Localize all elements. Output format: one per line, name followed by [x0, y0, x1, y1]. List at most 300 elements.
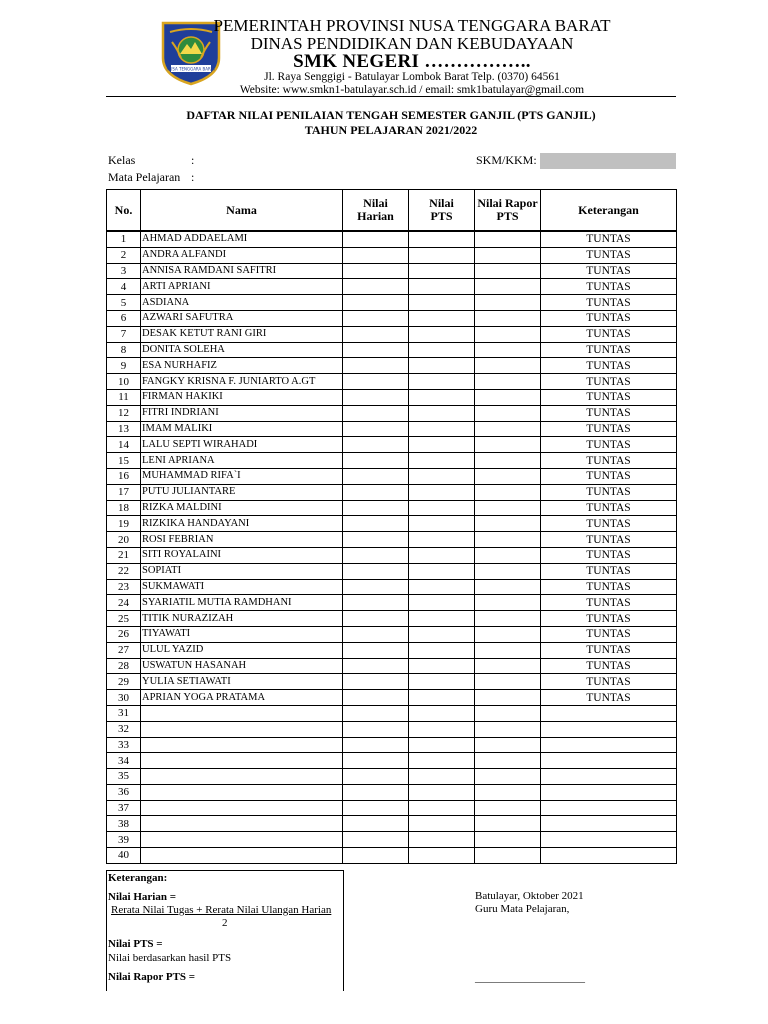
- cell-no: 23: [107, 579, 141, 595]
- cell-nama: ULUL YAZID: [141, 642, 343, 658]
- cell-nama: IMAM MALIKI: [141, 421, 343, 437]
- cell-keterangan: TUNTAS: [541, 658, 677, 674]
- cell-no: 17: [107, 484, 141, 500]
- cell-nilai-rapor: [475, 500, 541, 516]
- table-row: [107, 595, 677, 611]
- table-row: [107, 784, 677, 800]
- cell-no: 39: [107, 832, 141, 848]
- cell-keterangan: [541, 832, 677, 848]
- cell-no: 2: [107, 247, 141, 263]
- cell-no: 1: [107, 231, 141, 247]
- cell-nilai-rapor: [475, 832, 541, 848]
- cell-keterangan: [541, 753, 677, 769]
- cell-nilai-rapor: [475, 468, 541, 484]
- kelas-colon: :: [191, 153, 195, 167]
- cell-nilai-harian: [343, 421, 409, 437]
- table-row: [107, 816, 677, 832]
- cell-nama: FANGKY KRISNA F. JUNIARTO A.GT: [141, 374, 343, 390]
- cell-no: 36: [107, 784, 141, 800]
- cell-nilai-harian: [343, 468, 409, 484]
- cell-nilai-harian: [343, 705, 409, 721]
- cell-no: 40: [107, 848, 141, 864]
- table-row: [107, 484, 677, 500]
- signature-place-date: Batulayar, Oktober 2021: [475, 890, 584, 902]
- cell-no: 14: [107, 437, 141, 453]
- cell-no: 7: [107, 326, 141, 342]
- cell-nama: [141, 784, 343, 800]
- cell-no: 9: [107, 358, 141, 374]
- cell-nilai-harian: [343, 247, 409, 263]
- cell-no: 4: [107, 279, 141, 295]
- cell-nilai-harian: [343, 484, 409, 500]
- cell-nilai-harian: [343, 358, 409, 374]
- cell-nama: TIYAWATI: [141, 626, 343, 642]
- cell-nama: ASDIANA: [141, 295, 343, 311]
- cell-nilai-rapor: [475, 326, 541, 342]
- cell-nilai-rapor: [475, 247, 541, 263]
- cell-nilai-harian: [343, 737, 409, 753]
- cell-nama: LALU SEPTI WIRAHADI: [141, 437, 343, 453]
- cell-nama: SITI ROYALAINI: [141, 547, 343, 563]
- cell-nilai-harian: [343, 595, 409, 611]
- notes-harian-divisor: 2: [222, 917, 228, 929]
- cell-keterangan: TUNTAS: [541, 626, 677, 642]
- cell-nilai-pts: [409, 389, 475, 405]
- cell-keterangan: [541, 816, 677, 832]
- mata-pelajaran-label: Mata Pelajaran: [108, 170, 181, 184]
- cell-keterangan: TUNTAS: [541, 579, 677, 595]
- cell-nilai-harian: [343, 721, 409, 737]
- cell-nilai-rapor: [475, 516, 541, 532]
- cell-nilai-harian: [343, 342, 409, 358]
- cell-nilai-harian: [343, 800, 409, 816]
- cell-no: 18: [107, 500, 141, 516]
- cell-nama: ROSI FEBRIAN: [141, 532, 343, 548]
- table-row: [107, 848, 677, 864]
- cell-nama: DESAK KETUT RANI GIRI: [141, 326, 343, 342]
- cell-nilai-harian: [343, 784, 409, 800]
- cell-nilai-harian: [343, 848, 409, 864]
- cell-nilai-rapor: [475, 532, 541, 548]
- cell-keterangan: TUNTAS: [541, 295, 677, 311]
- cell-nama: ESA NURHAFIZ: [141, 358, 343, 374]
- cell-nilai-harian: [343, 579, 409, 595]
- cell-nilai-pts: [409, 374, 475, 390]
- cell-nilai-pts: [409, 721, 475, 737]
- cell-no: 16: [107, 468, 141, 484]
- cell-nilai-harian: [343, 389, 409, 405]
- cell-nilai-harian: [343, 547, 409, 563]
- cell-no: 22: [107, 563, 141, 579]
- cell-no: 3: [107, 263, 141, 279]
- table-header-row: [107, 190, 677, 232]
- cell-keterangan: [541, 784, 677, 800]
- cell-nilai-harian: [343, 642, 409, 658]
- cell-nilai-pts: [409, 547, 475, 563]
- table-row: [107, 800, 677, 816]
- cell-keterangan: TUNTAS: [541, 532, 677, 548]
- header-nama: Nama: [141, 190, 343, 232]
- cell-keterangan: TUNTAS: [541, 563, 677, 579]
- table-row: [107, 263, 677, 279]
- table-row: [107, 832, 677, 848]
- cell-nilai-rapor: [475, 737, 541, 753]
- table-row: [107, 295, 677, 311]
- cell-keterangan: TUNTAS: [541, 500, 677, 516]
- cell-nilai-harian: [343, 658, 409, 674]
- cell-keterangan: TUNTAS: [541, 374, 677, 390]
- cell-nama: ANNISA RAMDANI SAFITRI: [141, 263, 343, 279]
- cell-nilai-rapor: [475, 642, 541, 658]
- cell-no: 38: [107, 816, 141, 832]
- cell-nilai-rapor: [475, 769, 541, 785]
- cell-nama: ANDRA ALFANDI: [141, 247, 343, 263]
- cell-keterangan: [541, 800, 677, 816]
- cell-nama: [141, 769, 343, 785]
- cell-keterangan: TUNTAS: [541, 279, 677, 295]
- cell-nilai-pts: [409, 310, 475, 326]
- skm-kkm-value-field[interactable]: [540, 153, 676, 169]
- cell-no: 13: [107, 421, 141, 437]
- table-row: [107, 437, 677, 453]
- cell-keterangan: TUNTAS: [541, 516, 677, 532]
- cell-nilai-rapor: [475, 295, 541, 311]
- cell-no: 6: [107, 310, 141, 326]
- cell-nama: SOPIATI: [141, 563, 343, 579]
- cell-nilai-pts: [409, 279, 475, 295]
- letterhead-government: PEMERINTAH PROVINSI NUSA TENGGARA BARAT: [213, 16, 611, 35]
- cell-nilai-rapor: [475, 721, 541, 737]
- cell-no: 5: [107, 295, 141, 311]
- cell-no: 26: [107, 626, 141, 642]
- cell-keterangan: TUNTAS: [541, 326, 677, 342]
- cell-no: 33: [107, 737, 141, 753]
- cell-nama: [141, 753, 343, 769]
- table-row: [107, 279, 677, 295]
- cell-nilai-pts: [409, 247, 475, 263]
- grades-table: [106, 189, 677, 864]
- header-nilai-pts-text: Nilai PTS: [429, 196, 454, 223]
- header-nilai-harian-text: Nilai Harian: [357, 196, 394, 223]
- cell-nilai-pts: [409, 484, 475, 500]
- cell-no: 15: [107, 453, 141, 469]
- cell-nilai-pts: [409, 358, 475, 374]
- cell-nilai-pts: [409, 769, 475, 785]
- cell-nama: FITRI INDRIANI: [141, 405, 343, 421]
- notes-box: [106, 870, 344, 991]
- cell-nilai-rapor: [475, 784, 541, 800]
- cell-nilai-harian: [343, 231, 409, 247]
- cell-nama: YULIA SETIAWATI: [141, 674, 343, 690]
- cell-nilai-rapor: [475, 263, 541, 279]
- cell-nilai-pts: [409, 626, 475, 642]
- notes-harian-formula: Rerata Nilai Tugas + Rerata Nilai Ulangan Harian: [111, 904, 332, 916]
- cell-nilai-pts: [409, 658, 475, 674]
- cell-keterangan: [541, 769, 677, 785]
- table-row: [107, 674, 677, 690]
- cell-nama: RIZKIKA HANDAYANI: [141, 516, 343, 532]
- cell-nama: [141, 800, 343, 816]
- cell-nama: SYARIATIL MUTIA RAMDHANI: [141, 595, 343, 611]
- table-row: [107, 705, 677, 721]
- cell-nilai-rapor: [475, 389, 541, 405]
- cell-nilai-rapor: [475, 579, 541, 595]
- cell-no: 10: [107, 374, 141, 390]
- cell-nilai-rapor: [475, 690, 541, 706]
- header-no: No.: [107, 190, 141, 232]
- cell-keterangan: TUNTAS: [541, 310, 677, 326]
- table-row: [107, 374, 677, 390]
- cell-no: 29: [107, 674, 141, 690]
- cell-nilai-pts: [409, 437, 475, 453]
- table-row: [107, 611, 677, 627]
- cell-nilai-rapor: [475, 421, 541, 437]
- logo-caption: NUSA TENGGARA BARAT: [166, 66, 216, 72]
- cell-nama: SUKMAWATI: [141, 579, 343, 595]
- cell-no: 35: [107, 769, 141, 785]
- grades-table-body: [107, 231, 677, 863]
- cell-no: 27: [107, 642, 141, 658]
- cell-keterangan: TUNTAS: [541, 642, 677, 658]
- cell-no: 20: [107, 532, 141, 548]
- cell-nilai-rapor: [475, 279, 541, 295]
- table-row: [107, 468, 677, 484]
- signature-role: Guru Mata Pelajaran,: [475, 903, 570, 915]
- table-row: [107, 769, 677, 785]
- cell-nama: [141, 705, 343, 721]
- table-row: [107, 231, 677, 247]
- table-row: [107, 642, 677, 658]
- cell-keterangan: TUNTAS: [541, 674, 677, 690]
- cell-nilai-harian: [343, 263, 409, 279]
- table-row: [107, 516, 677, 532]
- cell-keterangan: [541, 721, 677, 737]
- cell-nama: APRIAN YOGA PRATAMA: [141, 690, 343, 706]
- cell-nilai-pts: [409, 231, 475, 247]
- cell-no: 28: [107, 658, 141, 674]
- cell-nilai-pts: [409, 295, 475, 311]
- table-row: [107, 389, 677, 405]
- cell-nilai-pts: [409, 737, 475, 753]
- mata-pelajaran-colon: :: [191, 170, 195, 184]
- cell-keterangan: TUNTAS: [541, 484, 677, 500]
- cell-nilai-rapor: [475, 453, 541, 469]
- cell-keterangan: [541, 705, 677, 721]
- skm-kkm-label: SKM/KKM:: [476, 153, 537, 167]
- table-row: [107, 500, 677, 516]
- cell-nilai-rapor: [475, 848, 541, 864]
- cell-keterangan: [541, 848, 677, 864]
- letterhead-divider: [106, 96, 676, 97]
- cell-nilai-rapor: [475, 611, 541, 627]
- cell-nama: [141, 737, 343, 753]
- header-nilai-rapor-pts-text: Nilai Rapor PTS: [477, 196, 538, 223]
- header-nilai-pts: [409, 190, 475, 232]
- cell-nilai-rapor: [475, 374, 541, 390]
- cell-keterangan: TUNTAS: [541, 263, 677, 279]
- cell-nilai-pts: [409, 705, 475, 721]
- cell-nilai-harian: [343, 500, 409, 516]
- letterhead-address: Jl. Raya Senggigi - Batulayar Lombok Barat Telp. (0370) 64561: [264, 71, 560, 83]
- cell-nilai-rapor: [475, 705, 541, 721]
- cell-keterangan: [541, 737, 677, 753]
- cell-nilai-pts: [409, 453, 475, 469]
- cell-nilai-harian: [343, 690, 409, 706]
- cell-keterangan: TUNTAS: [541, 247, 677, 263]
- cell-keterangan: TUNTAS: [541, 611, 677, 627]
- cell-nilai-harian: [343, 437, 409, 453]
- notes-rapor-label: Nilai Rapor PTS =: [108, 971, 196, 983]
- cell-nama: RIZKA MALDINI: [141, 500, 343, 516]
- document-title: DAFTAR NILAI PENILAIAN TENGAH SEMESTER GANJIL (PTS GANJIL): [186, 108, 596, 122]
- cell-nilai-pts: [409, 263, 475, 279]
- cell-nama: PUTU JULIANTARE: [141, 484, 343, 500]
- cell-nilai-harian: [343, 611, 409, 627]
- cell-nama: AZWARI SAFUTRA: [141, 310, 343, 326]
- cell-nilai-harian: [343, 310, 409, 326]
- table-row: [107, 247, 677, 263]
- letterhead-department: DINAS PENDIDIKAN DAN KEBUDAYAAN: [250, 34, 574, 53]
- cell-nilai-harian: [343, 674, 409, 690]
- notes-title: Keterangan:: [108, 872, 168, 884]
- table-row: [107, 721, 677, 737]
- cell-nilai-pts: [409, 326, 475, 342]
- cell-nilai-harian: [343, 326, 409, 342]
- cell-nama: MUHAMMAD RIFA`I: [141, 468, 343, 484]
- cell-nilai-rapor: [475, 547, 541, 563]
- cell-no: 12: [107, 405, 141, 421]
- notes-harian-label: Nilai Harian =: [108, 891, 176, 903]
- header-nilai-rapor-pts: [475, 190, 541, 232]
- cell-nilai-rapor: [475, 800, 541, 816]
- cell-no: 11: [107, 389, 141, 405]
- header-keterangan: Keterangan: [541, 190, 677, 232]
- cell-keterangan: TUNTAS: [541, 437, 677, 453]
- cell-no: 24: [107, 595, 141, 611]
- cell-keterangan: TUNTAS: [541, 342, 677, 358]
- cell-nilai-pts: [409, 421, 475, 437]
- cell-no: 30: [107, 690, 141, 706]
- signature-line: ____________________: [475, 972, 585, 984]
- cell-nilai-pts: [409, 500, 475, 516]
- cell-nilai-pts: [409, 800, 475, 816]
- cell-nilai-pts: [409, 832, 475, 848]
- letterhead-website: Website: www.smkn1-batulayar.sch.id / email: smk1batulayar@gmail.com: [239, 84, 585, 96]
- table-row: [107, 737, 677, 753]
- cell-nilai-harian: [343, 753, 409, 769]
- cell-keterangan: TUNTAS: [541, 547, 677, 563]
- header-nilai-harian: [343, 190, 409, 232]
- cell-nama: AHMAD ADDAELAMI: [141, 231, 343, 247]
- cell-nama: [141, 832, 343, 848]
- cell-nilai-harian: [343, 374, 409, 390]
- cell-nilai-pts: [409, 611, 475, 627]
- cell-nama: DONITA SOLEHA: [141, 342, 343, 358]
- cell-nama: ARTI APRIANI: [141, 279, 343, 295]
- cell-keterangan: TUNTAS: [541, 453, 677, 469]
- cell-nilai-rapor: [475, 816, 541, 832]
- table-row: [107, 421, 677, 437]
- cell-nilai-pts: [409, 563, 475, 579]
- cell-nama: TITIK NURAZIZAH: [141, 611, 343, 627]
- cell-no: 32: [107, 721, 141, 737]
- document-subtitle: TAHUN PELAJARAN 2021/2022: [304, 123, 478, 137]
- cell-nama: [141, 721, 343, 737]
- cell-nilai-pts: [409, 784, 475, 800]
- cell-nilai-pts: [409, 848, 475, 864]
- cell-nilai-pts: [409, 753, 475, 769]
- table-row: [107, 690, 677, 706]
- cell-nilai-harian: [343, 295, 409, 311]
- cell-nilai-pts: [409, 595, 475, 611]
- cell-keterangan: TUNTAS: [541, 358, 677, 374]
- cell-nilai-pts: [409, 405, 475, 421]
- cell-nilai-rapor: [475, 310, 541, 326]
- cell-nama: [141, 816, 343, 832]
- notes-pts-description: Nilai berdasarkan hasil PTS: [108, 952, 232, 964]
- cell-nilai-rapor: [475, 658, 541, 674]
- cell-nilai-pts: [409, 342, 475, 358]
- cell-nilai-harian: [343, 532, 409, 548]
- cell-nama: USWATUN HASANAH: [141, 658, 343, 674]
- cell-nilai-pts: [409, 516, 475, 532]
- cell-no: 37: [107, 800, 141, 816]
- cell-nilai-harian: [343, 769, 409, 785]
- table-row: [107, 326, 677, 342]
- table-row: [107, 342, 677, 358]
- letterhead-school-name: SMK NEGERI ……………..: [293, 51, 531, 72]
- cell-nilai-pts: [409, 532, 475, 548]
- table-row: [107, 358, 677, 374]
- table-row: [107, 405, 677, 421]
- table-row: [107, 310, 677, 326]
- cell-keterangan: TUNTAS: [541, 405, 677, 421]
- cell-nilai-rapor: [475, 437, 541, 453]
- cell-no: 21: [107, 547, 141, 563]
- cell-keterangan: TUNTAS: [541, 595, 677, 611]
- kelas-label: Kelas: [108, 153, 136, 167]
- cell-nilai-rapor: [475, 231, 541, 247]
- table-row: [107, 626, 677, 642]
- cell-nilai-harian: [343, 832, 409, 848]
- cell-nilai-harian: [343, 816, 409, 832]
- cell-keterangan: TUNTAS: [541, 231, 677, 247]
- cell-nilai-harian: [343, 279, 409, 295]
- cell-nilai-rapor: [475, 595, 541, 611]
- cell-no: 31: [107, 705, 141, 721]
- table-row: [107, 547, 677, 563]
- cell-no: 8: [107, 342, 141, 358]
- cell-nilai-pts: [409, 816, 475, 832]
- cell-nilai-pts: [409, 674, 475, 690]
- cell-nilai-rapor: [475, 563, 541, 579]
- cell-nilai-rapor: [475, 405, 541, 421]
- cell-nilai-harian: [343, 405, 409, 421]
- cell-nilai-pts: [409, 468, 475, 484]
- cell-no: 19: [107, 516, 141, 532]
- cell-keterangan: TUNTAS: [541, 389, 677, 405]
- table-row: [107, 532, 677, 548]
- cell-nilai-harian: [343, 563, 409, 579]
- cell-nilai-harian: [343, 453, 409, 469]
- table-row: [107, 579, 677, 595]
- cell-nama: [141, 848, 343, 864]
- table-row: [107, 658, 677, 674]
- cell-no: 25: [107, 611, 141, 627]
- notes-pts-label: Nilai PTS =: [108, 938, 163, 950]
- cell-nilai-rapor: [475, 484, 541, 500]
- table-row: [107, 753, 677, 769]
